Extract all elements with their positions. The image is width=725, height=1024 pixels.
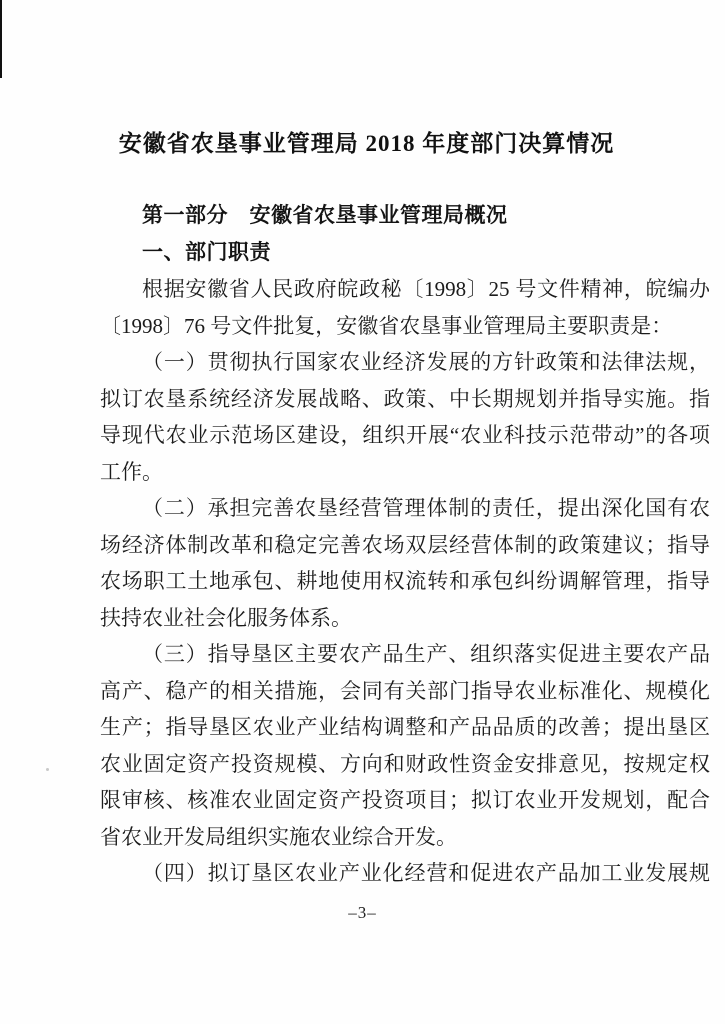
part-heading: 第一部分 安徽省农垦事业管理局概况 bbox=[142, 204, 508, 227]
body-line: （一）贯彻执行国家农业经济发展的方针政策和法律法规， bbox=[142, 350, 710, 374]
document-body bbox=[100, 198, 710, 892]
page-number: –3– bbox=[348, 903, 377, 922]
scan-speckle bbox=[46, 768, 49, 771]
body-line: 生产；指导垦区农业产业结构调整和产品品质的改善；提出垦区 bbox=[100, 715, 710, 739]
doc-title: 安徽省农垦事业管理局 2018 年度部门决算情况 bbox=[118, 131, 615, 156]
body-line: 拟订农垦系统经济发展战略、政策、中长期规划并指导实施。指 bbox=[100, 386, 710, 411]
body-line: 农业固定资产投资规模、方向和财政性资金安排意见，按规定权 bbox=[100, 751, 710, 776]
body-line: 工作。 bbox=[100, 459, 163, 484]
body-line: （四）拟订垦区农业产业化经营和促进农产品加工业发展规 bbox=[142, 861, 710, 885]
body-line: 限审核、核准农业固定资产投资项目；拟订农业开发规划，配合 bbox=[100, 788, 710, 812]
body-line: 扶持农业社会化服务体系。 bbox=[100, 605, 352, 630]
body-line: 农场职工土地承包、耕地使用权流转和承包纠纷调解管理，指导 bbox=[100, 569, 710, 593]
body-line: 导现代农业示范场区建设，组织开展“农业科技示范带动”的各项 bbox=[100, 423, 710, 447]
body-line: 根据安徽省人民政府皖政秘〔1998〕25 号文件精神，皖编办 bbox=[142, 277, 710, 301]
body-line: （三）指导垦区主要农产品生产、组织落实促进主要农产品 bbox=[142, 642, 710, 666]
body-line: （二）承担完善农垦经营管理体制的责任，提出深化国有农 bbox=[142, 496, 710, 520]
body-line: 高产、稳产的相关措施，会同有关部门指导农业标准化、规模化 bbox=[100, 678, 710, 703]
body-line: 场经济体制改革和稳定完善农场双层经营体制的政策建议；指导 bbox=[100, 532, 710, 557]
section-heading: 一、部门职责 bbox=[142, 240, 271, 264]
scan-edge-artifact bbox=[0, 0, 2, 78]
body-line: 〔1998〕76 号文件批复，安徽省农垦事业管理局主要职责是： bbox=[100, 313, 673, 338]
body-line: 省农业开发局组织实施农业综合开发。 bbox=[100, 824, 457, 849]
